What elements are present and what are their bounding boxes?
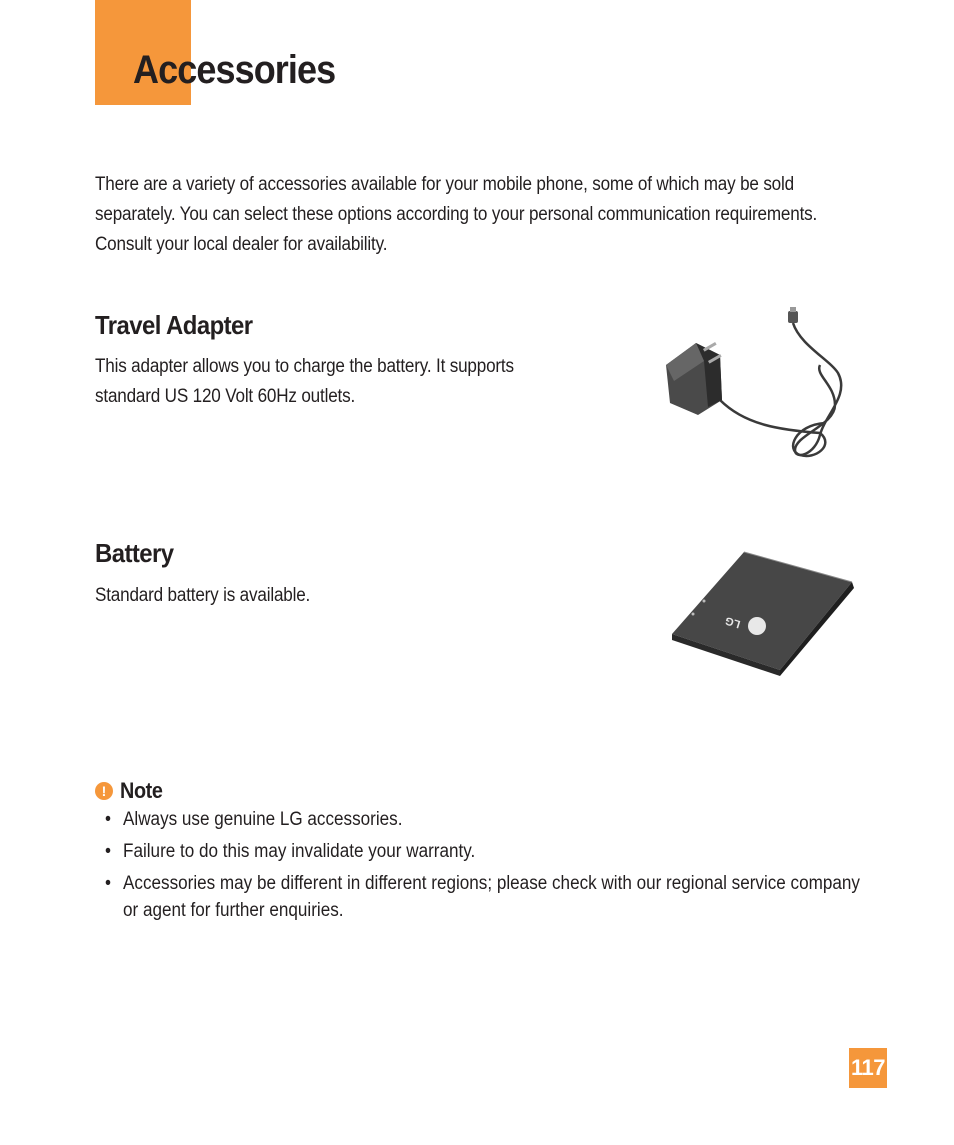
battery-image [664, 546, 864, 681]
travel-adapter-image [660, 305, 860, 465]
battery-description: Standard battery is available. [95, 585, 311, 606]
bullet-icon: • [105, 873, 111, 894]
battery-logo-text: LG [723, 614, 742, 630]
exclamation-icon: ! [95, 782, 113, 800]
note-title: Note [120, 778, 163, 803]
note-header [95, 778, 167, 804]
note-item: • Accessories may be different in different regions; please check with our regional service company or agent for further enquiries. [105, 870, 879, 924]
page-number: 117 [849, 1048, 887, 1088]
bullet-icon: • [105, 841, 111, 862]
travel-adapter-description: This adapter allows you to charge the battery. It supports standard US 120 Volt 60Hz outlets. [95, 356, 514, 407]
travel-adapter-heading: Travel Adapter [95, 310, 253, 340]
battery-heading: Battery [95, 538, 174, 568]
note-item: • Always use genuine LG accessories. [105, 806, 879, 833]
note-item: • Failure to do this may invalidate your warranty. [105, 838, 879, 865]
page-title: Accessories [133, 48, 336, 92]
intro-paragraph: There are a variety of accessories available for your mobile phone, some of which may be sold separately. You can select these options according to your personal communication requirements. Consult your local dealer for availability. [95, 174, 818, 255]
note-list [105, 806, 879, 929]
bullet-icon: • [105, 809, 111, 830]
